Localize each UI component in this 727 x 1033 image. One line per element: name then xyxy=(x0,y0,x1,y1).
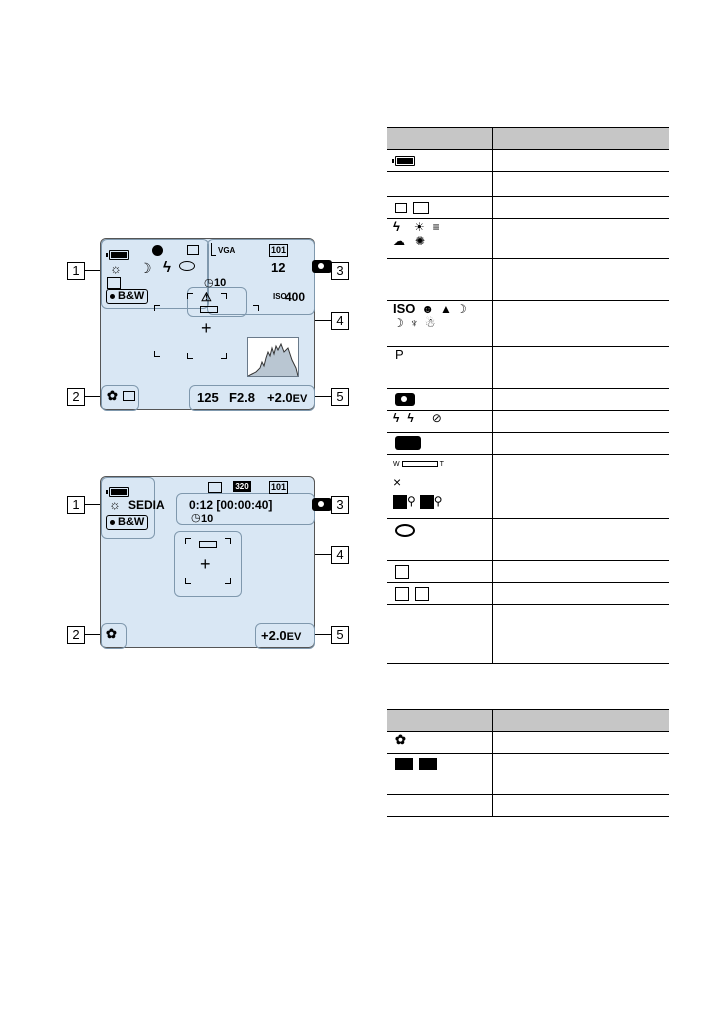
cell-desc xyxy=(492,455,669,519)
indicator-table-2 xyxy=(387,709,669,817)
flash-auto-icon: ϟ xyxy=(393,411,400,425)
table-row xyxy=(387,754,669,795)
cross-icon: × xyxy=(393,474,402,490)
iso-label-icon: ISO xyxy=(273,292,287,301)
table-header xyxy=(387,128,669,150)
spot-meter-crosshair-icon: + xyxy=(201,318,212,338)
table-row xyxy=(387,219,669,259)
recording-time: 0:12 [00:00:40] xyxy=(189,498,273,512)
flash-icon: ϟ xyxy=(393,219,400,234)
folder-icon: 101 xyxy=(270,482,287,492)
table-header xyxy=(387,710,669,732)
iso-scene-icon: ISO xyxy=(393,301,416,316)
battery-icon xyxy=(109,487,129,497)
cell-desc xyxy=(492,301,669,347)
table-row xyxy=(387,605,669,664)
callout-1-top: 1 xyxy=(67,262,85,280)
cell-desc xyxy=(492,172,669,197)
white-balance-icon: ☼ xyxy=(110,261,122,276)
bw-effect-badge: B&W xyxy=(106,289,148,304)
leader-line xyxy=(313,634,331,635)
cell-icons xyxy=(387,519,492,561)
leader-line xyxy=(84,396,100,397)
cell-desc xyxy=(492,433,669,455)
digital-zoom-icons xyxy=(393,494,490,509)
histogram xyxy=(247,337,299,377)
incandescent-icon: ☀ xyxy=(413,220,425,234)
table-row xyxy=(387,197,669,219)
cell-icons xyxy=(387,455,492,519)
movie-film-icon xyxy=(413,202,429,214)
landscape-icon: ▲ xyxy=(440,302,452,316)
header-cell-display xyxy=(387,128,492,150)
exposure-value: +2.0EV xyxy=(261,628,302,643)
cloudy-icon: ☁ xyxy=(393,234,405,248)
callout-4-bottom: 4 xyxy=(331,546,349,564)
macro-icon: ✿ xyxy=(107,388,118,403)
table-row xyxy=(387,519,669,561)
camera-icon xyxy=(395,393,415,406)
callout-1-bottom: 1 xyxy=(67,496,85,514)
self-timer-value: 10 xyxy=(214,277,227,289)
metering-icon xyxy=(107,277,121,289)
shutter-speed: 125 xyxy=(197,390,219,405)
cell-desc xyxy=(492,150,669,172)
callout-3-bottom: 3 xyxy=(331,496,349,514)
burst-icon xyxy=(187,245,199,255)
program-mode-label: P xyxy=(395,347,404,362)
portrait-icon: ☻ xyxy=(421,302,435,316)
callout-5-bottom: 5 xyxy=(331,626,349,644)
cell-desc xyxy=(492,219,669,259)
picture-effect: SEDIA xyxy=(128,498,165,512)
af-center-icon xyxy=(419,758,437,770)
zoom-scale: W T xyxy=(393,461,444,468)
cell-icons xyxy=(387,197,492,219)
night-moon-icon: ☽ xyxy=(139,260,152,276)
cell-desc xyxy=(492,561,669,583)
header-cell-display xyxy=(387,710,492,732)
sharpness-icon xyxy=(395,565,409,579)
cell-desc xyxy=(492,605,669,664)
cell-icons xyxy=(387,347,492,389)
table-row xyxy=(387,455,669,519)
callout-2-bottom: 2 xyxy=(67,626,85,644)
image-size-badge: 320 xyxy=(233,481,251,492)
daylight-icon: ✺ xyxy=(415,234,426,248)
spot-meter-crosshair-icon: + xyxy=(200,554,211,574)
header-cell-indication xyxy=(492,128,669,150)
cell-icons xyxy=(387,219,492,259)
night-icon: ☽ xyxy=(393,316,404,330)
flash-charging-icon xyxy=(395,436,421,450)
red-eye-icon xyxy=(395,524,415,537)
aperture-value: F2.8 xyxy=(229,390,256,405)
leader-line xyxy=(313,396,331,397)
self-timer-value: 10 xyxy=(201,513,214,525)
record-dot-icon xyxy=(152,245,163,256)
table-row xyxy=(387,411,669,433)
callout-4-top: 4 xyxy=(331,312,349,330)
magnifier-icon: ⚲ xyxy=(407,494,416,508)
table-row xyxy=(387,347,669,389)
smart-zoom-icon xyxy=(393,495,407,509)
exposure-value: +2.0EV xyxy=(267,390,308,405)
flash-on-icon: ϟ xyxy=(407,411,414,425)
precision-zoom-icon xyxy=(420,495,434,509)
bw-effect-badge: B&W xyxy=(106,515,148,530)
histogram-graph xyxy=(248,338,298,376)
af-multi-icon xyxy=(395,758,413,770)
cell-icons xyxy=(387,259,492,301)
lcd-screen-still xyxy=(100,238,315,410)
image-size-badge: VGA xyxy=(218,246,236,255)
folder-icon: 101 xyxy=(270,245,287,255)
magnifier-icon: ⚲ xyxy=(433,494,443,508)
cell-icons xyxy=(387,605,492,664)
table-row xyxy=(387,433,669,455)
camera-shake-warning-icon: ⚠ xyxy=(201,290,212,304)
cell-desc xyxy=(492,411,669,433)
macro-icon: ✿ xyxy=(106,626,117,641)
flash-off-icon: ⊘ xyxy=(431,411,442,425)
movie-mode-icon xyxy=(208,482,222,493)
center-metering-icon xyxy=(415,587,429,601)
cell-icons xyxy=(387,583,492,605)
remaining-count: 12 xyxy=(271,260,286,275)
callout-3-top: 3 xyxy=(331,262,349,280)
camera-icon xyxy=(312,498,332,511)
cell-desc xyxy=(492,732,669,754)
beach-icon: ♆ xyxy=(409,316,419,330)
leader-line xyxy=(84,504,100,505)
cell-desc xyxy=(492,754,669,795)
table-row xyxy=(387,172,669,197)
white-balance-icon: ☼ xyxy=(109,497,121,512)
image-size-icon xyxy=(211,243,216,256)
red-eye-icon xyxy=(179,261,195,271)
cell-desc xyxy=(492,259,669,301)
cell-icons xyxy=(387,411,492,433)
cell-icons xyxy=(387,433,492,455)
leader-line xyxy=(84,270,100,271)
cell-desc xyxy=(492,519,669,561)
battery-icon xyxy=(109,250,129,260)
iso-value: 400 xyxy=(285,290,306,304)
spot-metering-icon xyxy=(395,587,409,601)
callout-5-top: 5 xyxy=(331,388,349,406)
cell-icons xyxy=(387,795,492,817)
snow-icon: ☃ xyxy=(424,316,436,330)
cell-icons xyxy=(387,754,492,795)
af-mode-icon xyxy=(123,391,135,401)
table-row xyxy=(387,795,669,817)
lcd-screen-movie xyxy=(100,476,315,648)
indicator-table-1 xyxy=(387,127,669,664)
cell-icons xyxy=(387,561,492,583)
table-row xyxy=(387,301,669,347)
cell-desc xyxy=(492,795,669,817)
flash-icon: ϟ xyxy=(163,259,171,276)
burst-icon xyxy=(395,203,407,213)
header-cell-indication xyxy=(492,710,669,732)
callout-2-top: 2 xyxy=(67,388,85,406)
leader-line xyxy=(84,634,100,635)
self-timer-icon: ◷ xyxy=(204,277,214,289)
cell-desc xyxy=(492,347,669,389)
table-row xyxy=(387,732,669,754)
table-row xyxy=(387,389,669,411)
table-row xyxy=(387,150,669,172)
table-row xyxy=(387,561,669,583)
cell-icons xyxy=(387,150,492,172)
cell-desc xyxy=(492,389,669,411)
cell-desc xyxy=(492,583,669,605)
cell-desc xyxy=(492,197,669,219)
battery-icon xyxy=(395,156,415,166)
camera-icon xyxy=(312,260,332,273)
macro-icon: ✿ xyxy=(395,732,406,747)
fluorescent-icon: ≡ xyxy=(432,220,440,234)
self-timer-icon: ◷ xyxy=(191,512,201,524)
cell-icons xyxy=(387,389,492,411)
table-row xyxy=(387,259,669,301)
night-portrait-icon: ☽ xyxy=(455,302,467,316)
cell-icons xyxy=(387,172,492,197)
cell-icons xyxy=(387,301,492,347)
table-row xyxy=(387,583,669,605)
cell-icons xyxy=(387,732,492,754)
